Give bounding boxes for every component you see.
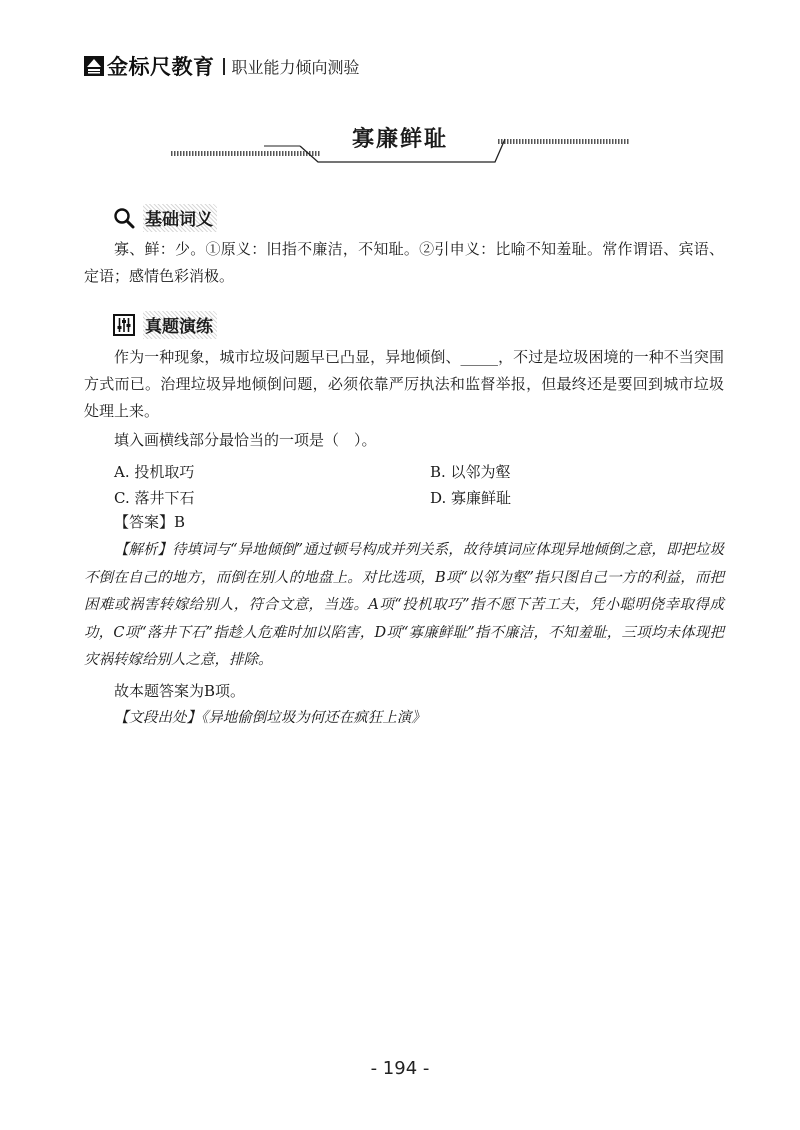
option-a: A. 投机取巧 [114, 463, 195, 481]
analysis-text: 【解析】待填词与“异地倾倒”通过顿号构成并列关系，故待填词应体现异地倾倒之意，即把垃圾不倒在自己的地方，而倒在别人的地盘上。对比选项，B项“以邻为壑”指只图自己一方的利益，而把困难或祸害转嫁给别人，符合文意，当选。A项“投机取巧”指不愿下苦工夫，凭小聪明侥幸取得成功，C项“落井下石”指趁人危难时加以陷害，D项“寡廉鲜耻”指不廉洁，不知羞耻，三项均未体现把灾祸转嫁给别人之意，排除。 [84, 542, 724, 668]
source-text: 【文段出处】《异地偷倒垃圾为何还在疯狂上演》 [114, 710, 426, 726]
section-exercise-label: 真题演练 [143, 311, 217, 339]
answer-text: 【答案】B [114, 513, 186, 531]
header-divider [223, 58, 225, 75]
option-d: D. 寡廉鲜耻 [430, 489, 512, 507]
equalizer-icon [113, 314, 135, 336]
definition-text: 寡、鲜：少。①原义：旧指不廉洁，不知耻。②引申义：比喻不知羞耻。常作谓语、宾语、定语；感情色彩消极。 [84, 240, 724, 285]
section-basic-heading [113, 204, 217, 232]
logo-text: 金标尺教育 [107, 55, 215, 79]
conclusion-text: 故本题答案为B项。 [114, 682, 246, 700]
section-exercise-heading [113, 311, 217, 339]
question-text: 作为一种现象，城市垃圾问题早已凸显，异地倾倒、_____，不过是垃圾困境的一种不当突围方式而已。治理垃圾异地倾倒问题，必须依靠严厉执法和监督举报，但最终还是要回到城市垃圾处理上来。 [84, 348, 724, 420]
option-b: B. 以邻为壑 [430, 463, 511, 481]
brand-logo [84, 51, 215, 81]
header-subtitle: 职业能力倾向测验 [231, 57, 360, 77]
logo-icon [84, 56, 104, 76]
section-basic-label: 基础词义 [143, 204, 217, 232]
page-header [84, 51, 360, 81]
magnifier-icon [113, 207, 135, 229]
page-number: - 194 - [370, 1058, 430, 1079]
option-c: C. 落井下石 [114, 489, 195, 507]
question-prompt: 填入画横线部分最恰当的一项是（ ）。 [114, 431, 377, 449]
page-title: 寡廉鲜耻 [351, 126, 448, 152]
